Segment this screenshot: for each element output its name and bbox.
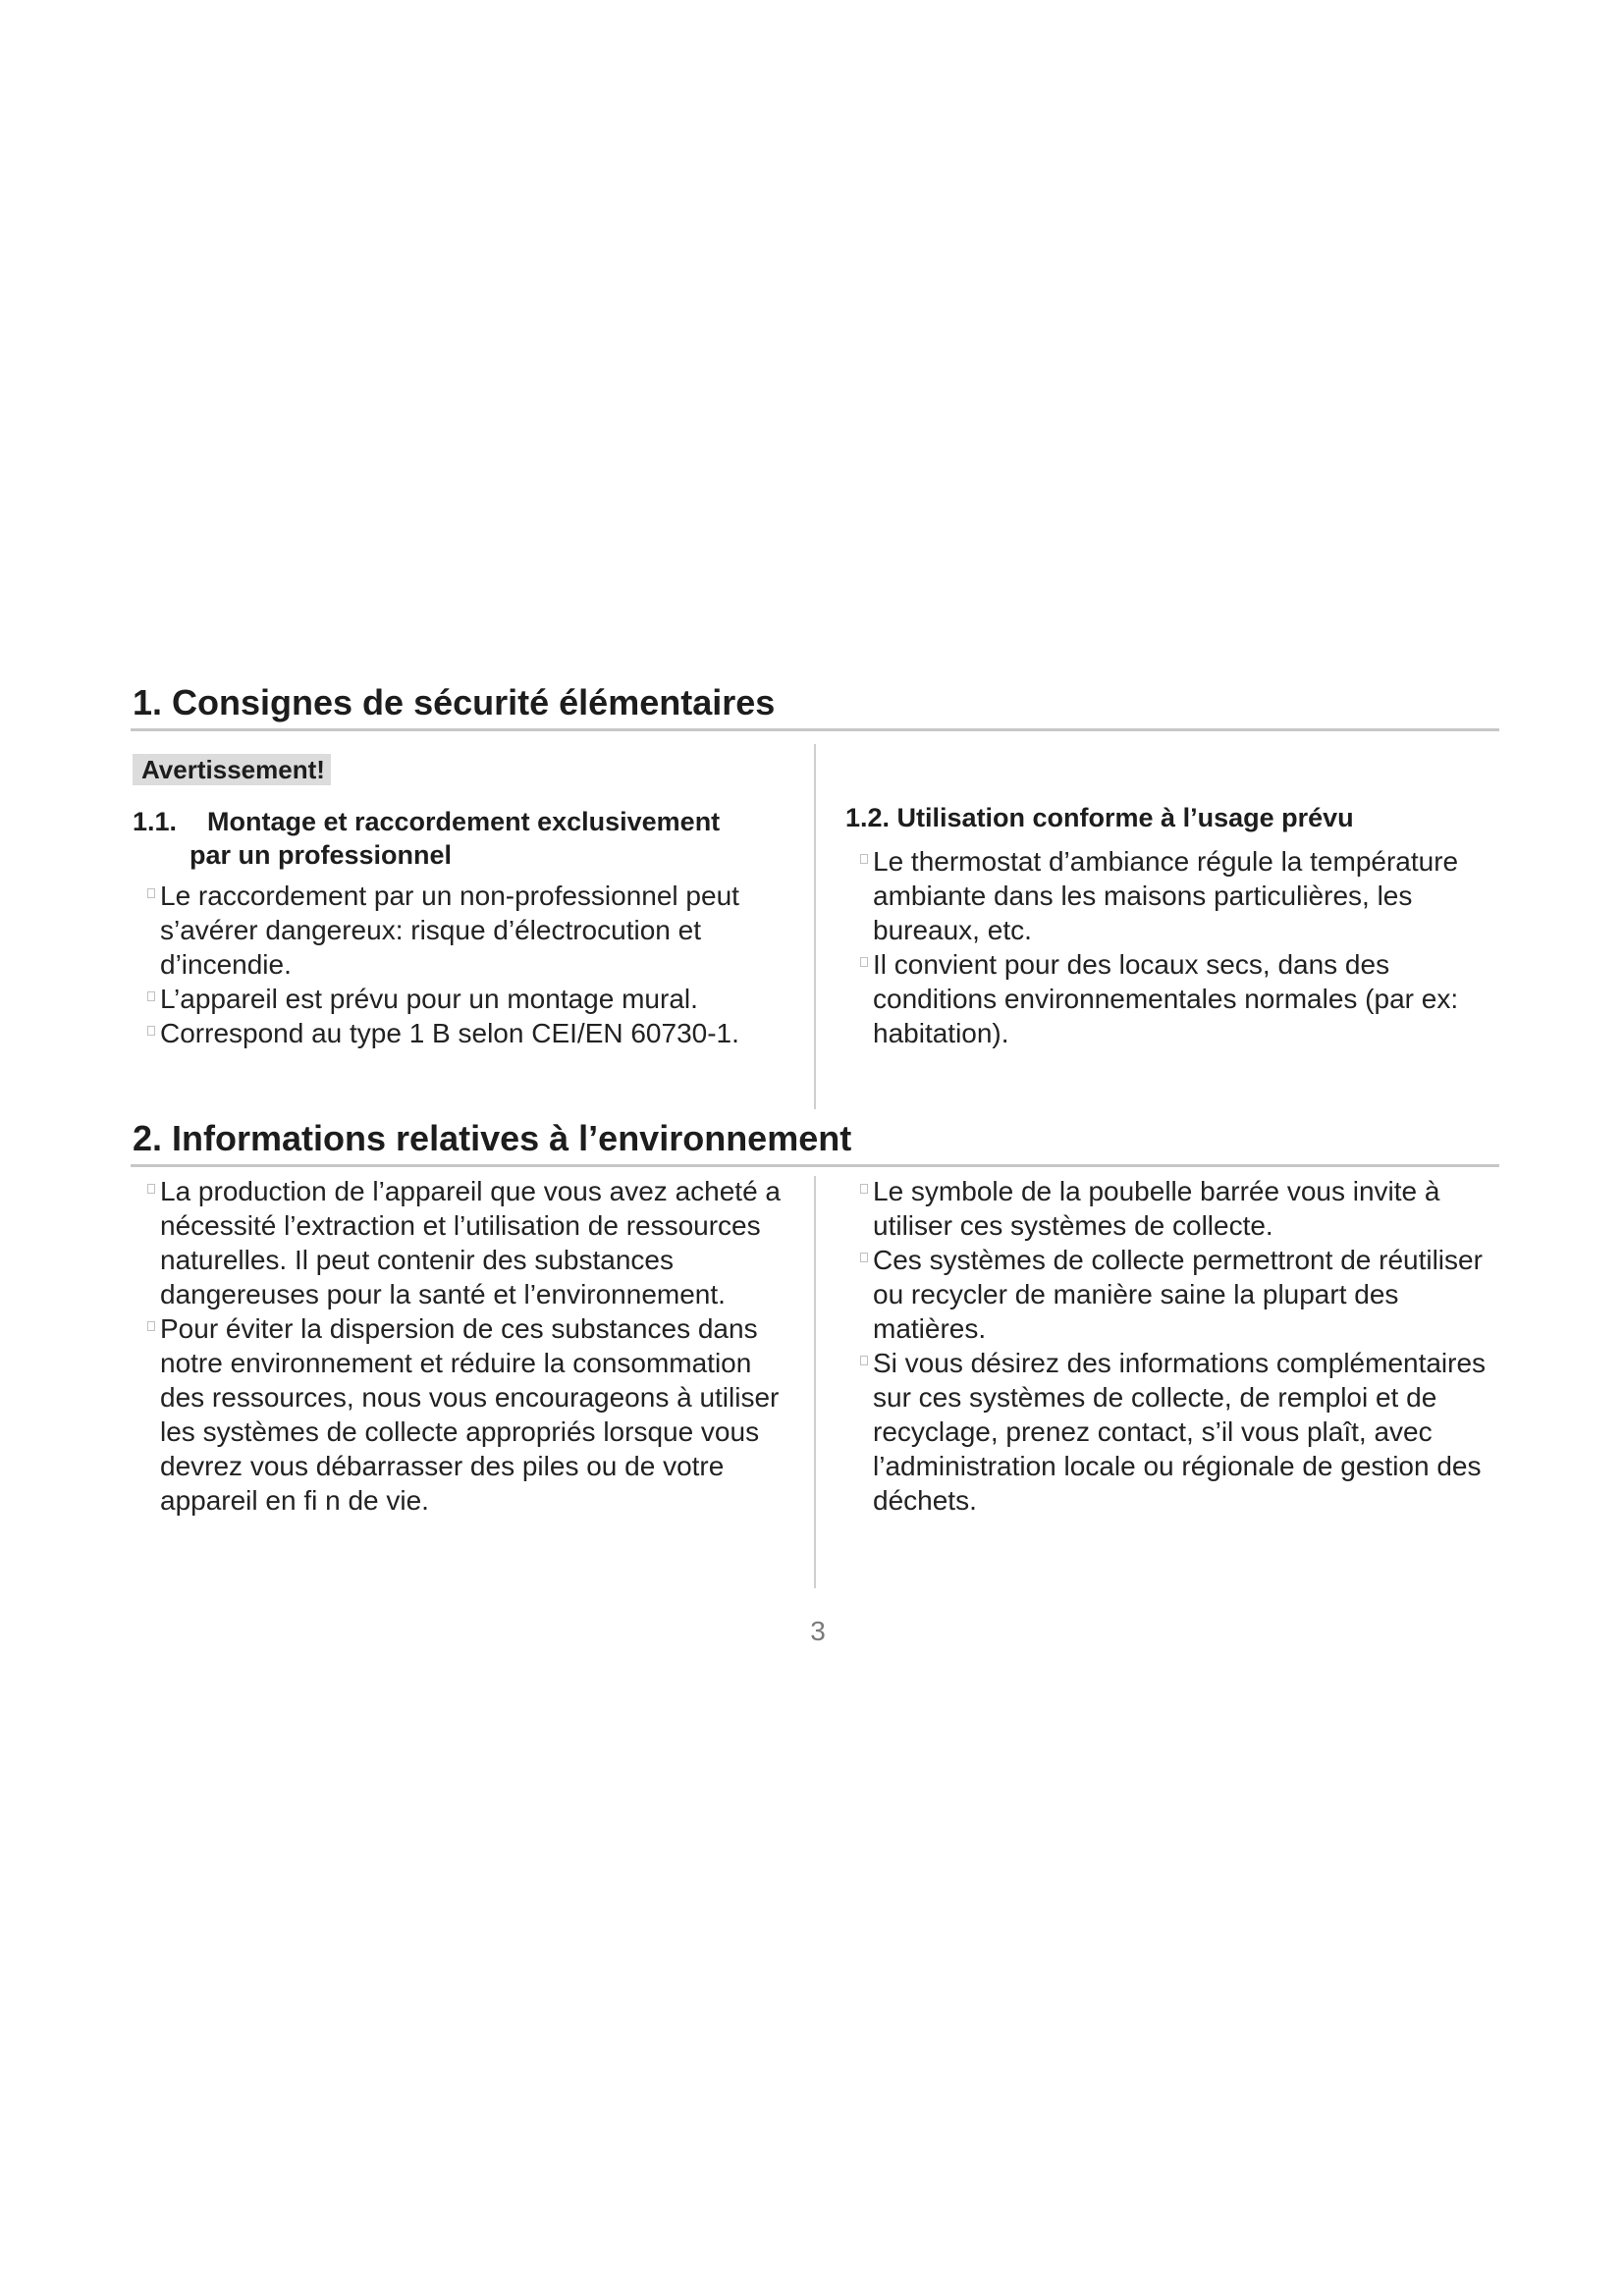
subsection-1-1-title xyxy=(133,805,781,872)
list-item-text: Le symbole de la poubelle barrée vous invite à utiliser ces systèmes de collecte. xyxy=(873,1176,1440,1241)
list-item xyxy=(846,1243,1508,1346)
list-item-text: Si vous désirez des informations complémentaires sur ces systèmes de collecte, de remploi et de recyclage, prenez contact, s’il vous plaît, avec l’administration locale ou régionale de gestion des déchets. xyxy=(873,1348,1487,1516)
checkbox-bullet-icon xyxy=(147,1184,155,1194)
subsection-1-1-title-line2: par un professionnel xyxy=(189,840,453,870)
list-item xyxy=(134,1016,801,1050)
list-item xyxy=(846,947,1508,1050)
list-item xyxy=(134,982,801,1016)
checkbox-bullet-icon xyxy=(860,854,868,864)
checkbox-bullet-icon xyxy=(860,1253,868,1262)
checkbox-bullet-icon xyxy=(860,1184,868,1194)
section-2-rule xyxy=(131,1164,1499,1167)
section-2-left-list xyxy=(134,1174,801,1518)
list-item xyxy=(134,879,801,982)
checkbox-bullet-icon xyxy=(147,991,155,1001)
subsection-1-1-list xyxy=(134,879,801,1050)
list-item xyxy=(846,1174,1508,1243)
section-2-title: 2. Informations relatives à l’environnement xyxy=(133,1118,852,1158)
subsection-1-2-title: 1.2. Utilisation conforme à l’usage prévu xyxy=(845,803,1354,832)
checkbox-bullet-icon xyxy=(147,1321,155,1331)
list-item-text: Correspond au type 1 B selon CEI/EN 60730-1. xyxy=(160,1018,739,1048)
list-item xyxy=(134,1174,801,1311)
section-1-column-divider xyxy=(814,744,816,1109)
subsection-1-2-list xyxy=(846,844,1508,1050)
section-1-title: 1. Consignes de sécurité élémentaires xyxy=(133,682,776,722)
list-item-text: Le raccordement par un non-professionnel peut s’avérer dangereux: risque d’électrocution et d’incendie. xyxy=(160,881,739,980)
list-item xyxy=(134,1311,801,1518)
warning-badge: Avertissement! xyxy=(133,754,331,785)
list-item xyxy=(846,844,1508,947)
list-item-text: Le thermostat d’ambiance régule la température ambiante dans les maisons particulières, les bureaux, etc. xyxy=(873,846,1459,945)
list-item-text: L’appareil est prévu pour un montage mural. xyxy=(160,984,698,1014)
page-number: 3 xyxy=(810,1616,826,1646)
checkbox-bullet-icon xyxy=(147,888,155,898)
subsection-1-1-title-line1: Montage et raccordement exclusivement xyxy=(207,807,721,836)
list-item-text: Ces systèmes de collecte permettront de réutiliser ou recycler de manière saine la plupart des matières. xyxy=(873,1245,1483,1344)
list-item-text: La production de l’appareil que vous avez acheté a nécessité l’extraction et l’utilisation de ressources naturelles. Il peut contenir des substances dangereuses pour la santé et l’environnement. xyxy=(160,1176,781,1309)
list-item-text: Pour éviter la dispersion de ces substances dans notre environnement et réduire la consommation des ressources, nous vous encourageons à utiliser les systèmes de collecte appropriés lorsque vous devrez vous débarrasser des piles ou de votre appareil en fi n de vie. xyxy=(160,1313,780,1516)
subsection-1-1-number: 1.1. xyxy=(133,807,178,836)
list-item-text: Il convient pour des locaux secs, dans des conditions environnementales normales (par ex: habitation). xyxy=(873,949,1459,1048)
checkbox-bullet-icon xyxy=(147,1026,155,1036)
checkbox-bullet-icon xyxy=(860,1356,868,1365)
section-1-rule xyxy=(131,728,1499,731)
list-item xyxy=(846,1346,1508,1518)
section-2-column-divider xyxy=(814,1176,816,1588)
section-2-right-list xyxy=(846,1174,1508,1518)
checkbox-bullet-icon xyxy=(860,957,868,967)
